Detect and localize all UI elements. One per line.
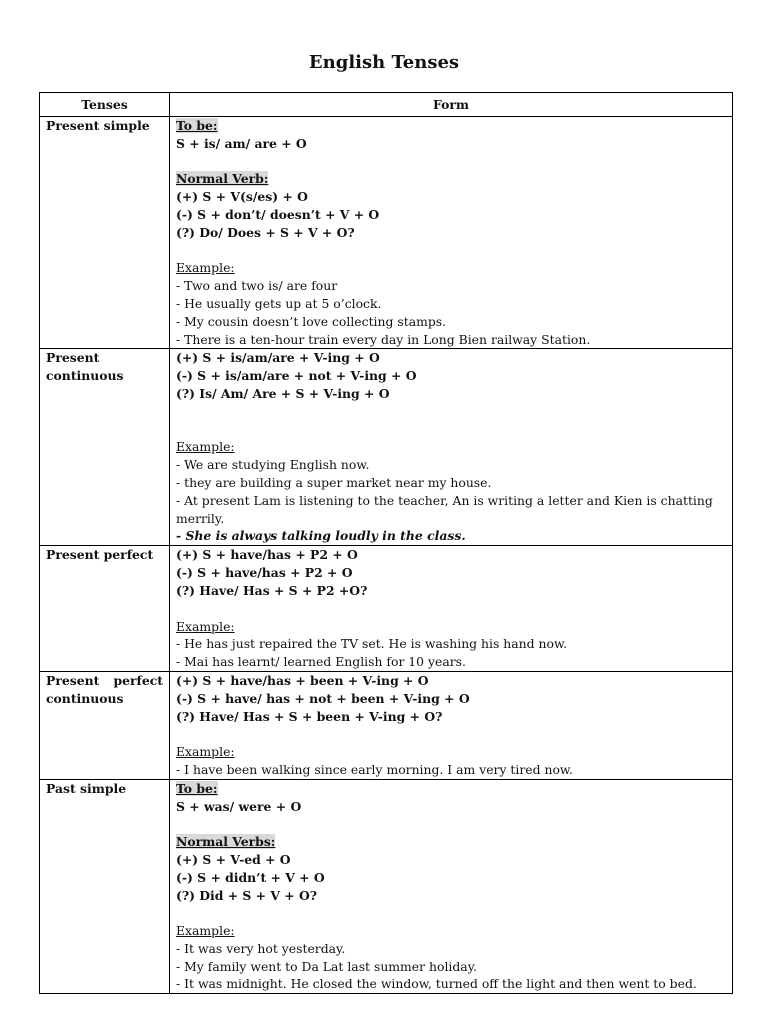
tense-name-cell (40, 546, 170, 672)
table-row (40, 779, 733, 994)
formula-question: (?) Have/ Has + S + P2 +O? (176, 582, 368, 598)
tenses-table (39, 92, 733, 994)
table-row (40, 546, 733, 672)
example-item: - We are studying English now. (176, 457, 370, 473)
formula-negative: (-) S + didn’t + V + O (176, 869, 325, 885)
formula-positive: (+) S + have/has + been + V-ing + O (176, 672, 429, 688)
form-cell (170, 117, 733, 349)
form-cell (170, 349, 733, 546)
formula: S + is/ am/ are + O (176, 135, 307, 151)
formula: S + was/ were + O (176, 798, 302, 814)
example-item: - It was very hot yesterday. (176, 940, 346, 956)
formula-negative: (-) S + have/ has + not + been + V-ing + O (176, 690, 470, 706)
formula-question: (?) Did + S + V + O? (176, 887, 318, 903)
page-title: English Tenses (308, 52, 460, 73)
example-item: - He has just repaired the TV set. He is washing his hand now. (176, 636, 568, 652)
example-item: - I have been walking since early morning. I am very tired now. (176, 761, 573, 777)
tense-name: Present simple (46, 118, 150, 133)
header-form: Form (170, 93, 733, 117)
example-item: - Mai has learnt/ learned English for 10 years. (176, 654, 466, 670)
table-header-row (40, 93, 733, 117)
formula-negative: (-) S + is/am/are + not + V-ing + O (176, 368, 417, 384)
formula-positive: (+) S + V(s/es) + O (176, 189, 308, 205)
example-item: - It was midnight. He closed the window, turned off the light and then went to bed. (176, 976, 697, 992)
example-item: - My cousin doesn’t love collecting stamps. (176, 313, 447, 329)
formula-question: (?) Do/ Does + S + V + O? (176, 224, 355, 240)
example-label: Example: (176, 923, 235, 939)
formula-positive: (+) S + have/has + P2 + O (176, 547, 358, 563)
tense-name-line1: Present (46, 350, 100, 366)
tobe-label: To be: (176, 780, 218, 796)
tense-name: Present perfect (46, 547, 154, 563)
table-row (40, 671, 733, 779)
formula-negative: (-) S + don’t/ doesn’t + V + O (176, 206, 380, 222)
tense-name-cell (40, 117, 170, 349)
tense-name-line2: continuous (46, 368, 124, 384)
example-item: - My family went to Da Lat last summer holiday. (176, 958, 477, 974)
example-item: - At present Lam is listening to the teacher, An is writing a letter and Kien is chatting merrily. (176, 492, 713, 526)
formula-positive: (+) S + is/am/are + V-ing + O (176, 350, 380, 366)
form-cell (170, 779, 733, 994)
tobe-label: To be: (176, 118, 218, 133)
formula-negative: (-) S + have/has + P2 + O (176, 565, 353, 581)
example-item: - Two and two is/ are four (176, 278, 338, 294)
example-label: Example: (176, 744, 235, 760)
example-item: - they are building a super market near my house. (176, 474, 492, 490)
normal-verb-label: Normal Verbs: (176, 834, 276, 850)
tense-name-cell (40, 779, 170, 994)
formula-positive: (+) S + V-ed + O (176, 851, 291, 867)
example-label: Example: (176, 618, 235, 634)
form-cell (170, 671, 733, 779)
example-label: Example: (176, 439, 235, 455)
tense-name-cell (40, 349, 170, 546)
tense-name-line1: Present perfect (46, 672, 163, 688)
formula-question: (?) Is/ Am/ Are + S + V-ing + O (176, 385, 390, 401)
tense-name-cell (40, 671, 170, 779)
example-item: - He usually gets up at 5 o’clock. (176, 295, 382, 311)
tense-name-line2: continuous (46, 690, 124, 706)
tense-name: Past simple (46, 780, 127, 796)
example-item: - There is a ten-hour train every day in Long Bien railway Station. (176, 331, 591, 347)
normal-verb-label: Normal Verb: (176, 171, 269, 187)
header-tenses: Tenses (40, 93, 170, 117)
formula-question: (?) Have/ Has + S + been + V-ing + O? (176, 708, 443, 724)
table-row (40, 117, 733, 349)
table-row (40, 349, 733, 546)
form-cell (170, 546, 733, 672)
example-label: Example: (176, 260, 235, 276)
example-item-emphasis: - She is always talking loudly in the class. (176, 528, 466, 544)
